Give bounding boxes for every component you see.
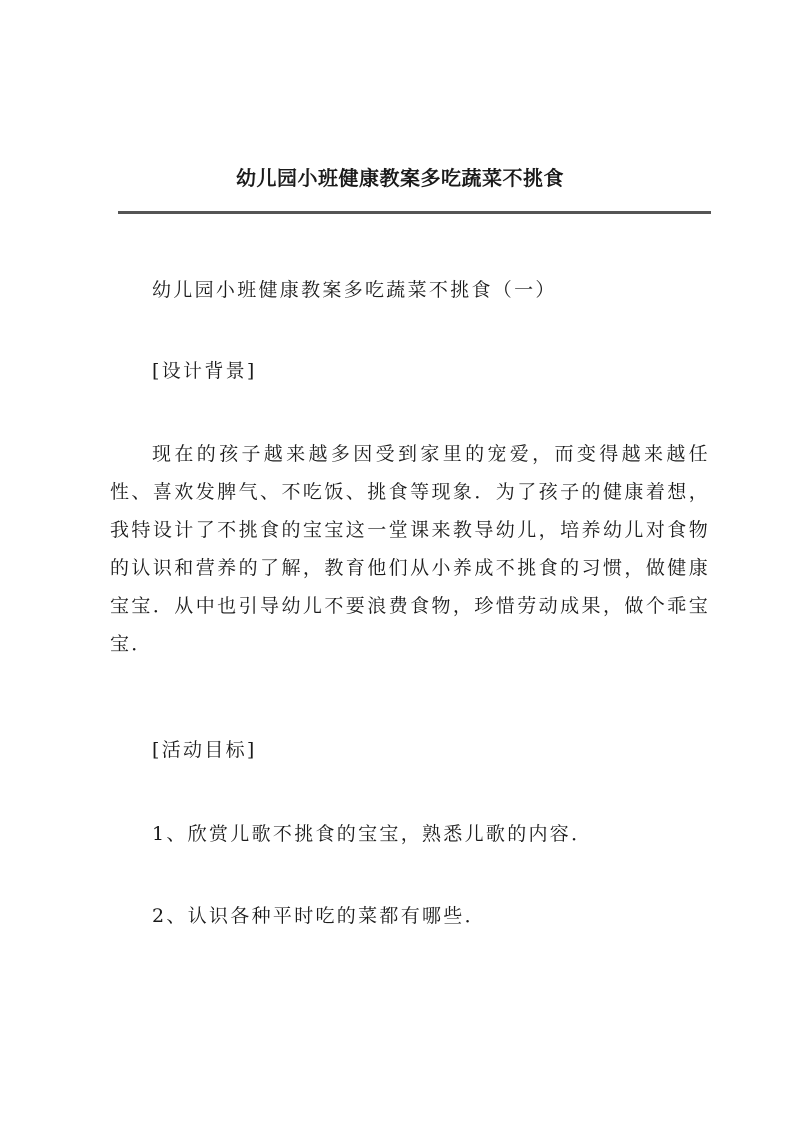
goal-item-2: 2、认识各种平时吃的菜都有哪些． — [152, 905, 486, 927]
goal-item-1: 1、欣赏儿歌不挑食的宝宝，熟悉儿歌的内容． — [152, 823, 593, 845]
document-title: 幼儿园小班健康教案多吃蔬菜不挑食 — [236, 166, 564, 190]
section-heading-background: [设计背景] — [152, 360, 257, 382]
subtitle-heading: 幼儿园小班健康教案多吃蔬菜不挑食（一） — [152, 279, 557, 301]
title-divider — [118, 211, 711, 214]
background-paragraph: 现在的孩子越来越多因受到家里的宠爱，而变得越来越任性、喜欢发脾气、不吃饭、挑食等现象．为了孩子的健康着想，我特设计了不挑食的宝宝这一堂课来教导幼儿，培养幼儿对食物的认识和营养的了解，教育他们从小养成不挑食的习惯，做健康宝宝．从中也引导幼儿不要浪费食物，珍惜劳动成果，做个乖宝宝． — [110, 443, 710, 655]
section-heading-goals: [活动目标] — [152, 739, 257, 761]
